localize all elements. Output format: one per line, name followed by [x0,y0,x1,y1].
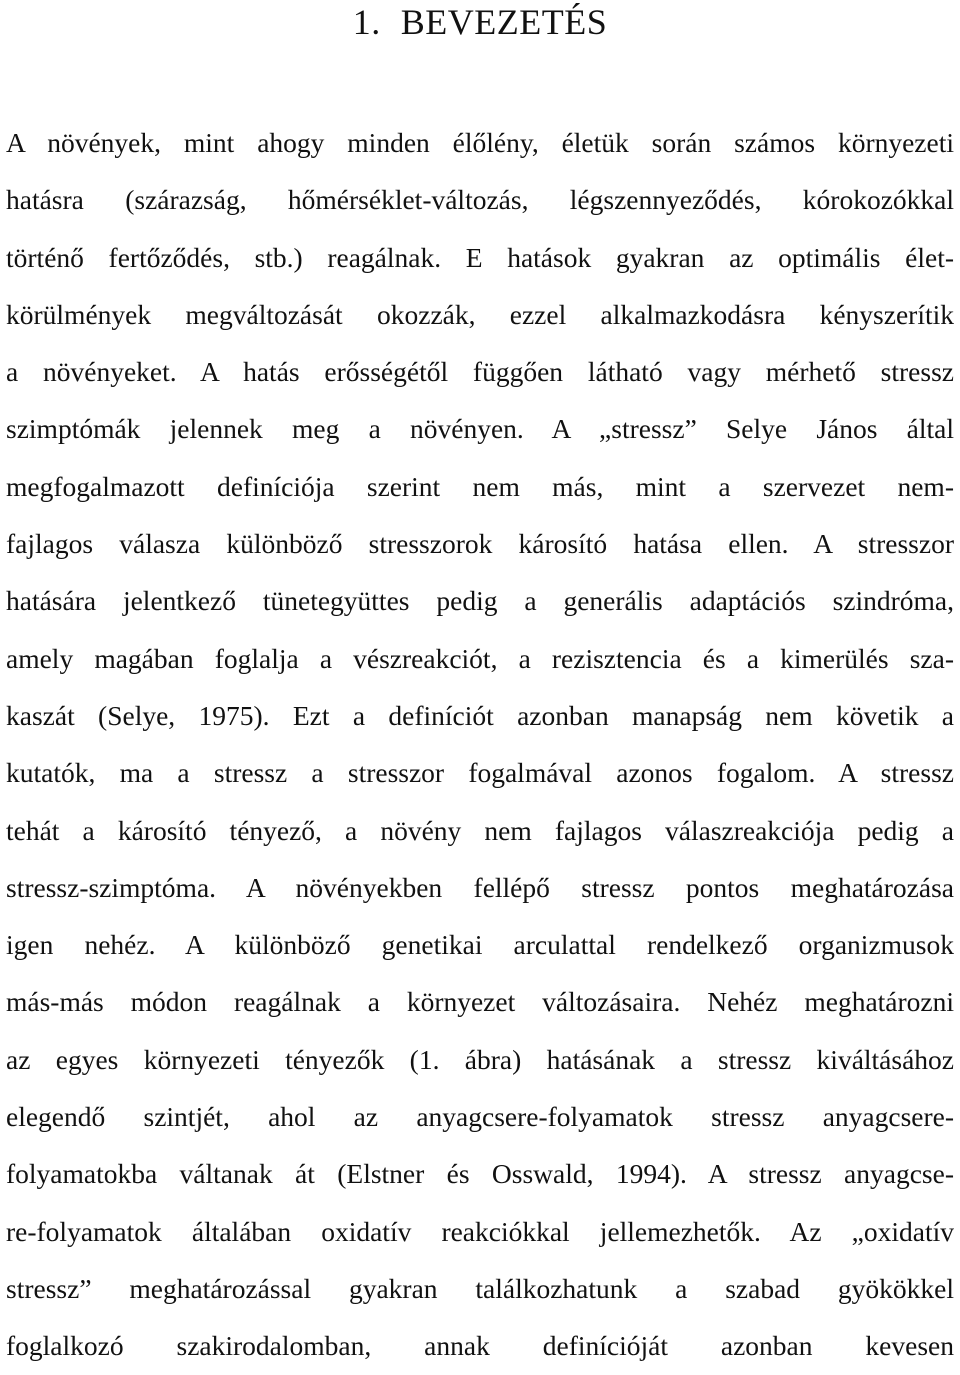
text-line: körülmények megváltozását okozzák, ezzel alkalmazkodásra kényszerítik [6,298,954,330]
text-line: fajlagos válasza különböző stresszorok károsító hatása ellen. A stresszor [6,528,954,560]
text-line: az egyes környezeti tényezők (1. ábra) hatásának a stressz kiváltásához [6,1043,954,1075]
text-line: stressz-szimptóma. A növényekben fellépő stressz pontos meghatározása [6,871,954,903]
text-line: folyamatokba váltanak át (Elstner és Osswald, 1994). A stressz anyagcse- [6,1158,954,1190]
chapter-heading [0,0,960,44]
text-line: igen nehéz. A különböző genetikai arculattal rendelkező organizmusok [6,929,954,961]
text-line: elegendő szintjét, ahol az anyagcsere-folyamatok stressz anyagcsere- [6,1101,954,1133]
chapter-number: 1. [352,2,381,42]
text-line: re-folyamatok általában oxidatív reakciókkal jellemezhetők. Az „oxidatív [6,1215,954,1247]
text-line: történő fertőződés, stb.) reagálnak. E hatások gyakran az optimális élet- [6,241,954,273]
text-line: kutatók, ma a stressz a stresszor fogalmával azonos fogalom. A stressz [6,757,954,789]
text-line: tehát a károsító tényező, a növény nem fajlagos válaszreakciója pedig a [6,814,954,846]
text-line: más-más módon reagálnak a környezet változásaira. Nehéz meghatározni [6,986,954,1018]
text-line: megfogalmazott definíciója szerint nem más, mint a szervezet nem- [6,470,954,502]
text-line: kaszát (Selye, 1975). Ezt a definíciót azonban manapság nem követik a [6,699,954,731]
text-line: amely magában foglalja a vészreakciót, a rezisztencia és a kimerülés sza- [6,642,954,674]
text-line: hatására jelentkező tünetegyüttes pedig a generális adaptációs szindróma, [6,585,954,617]
text-line: hatásra (szárazság, hőmérséklet-változás, légszennyeződés, kórokozókkal [6,184,954,216]
text-line: a növényeket. A hatás erősségétől függően látható vagy mérhető stressz [6,356,954,388]
body-paragraph [6,114,954,1375]
text-line: szimptómák jelennek meg a növényen. A „stressz” Selye János által [6,413,954,445]
text-line: foglalkozó szakirodalomban, annak definícióját azonban kevesen [6,1330,954,1362]
text-line: stressz” meghatározással gyakran találkozhatunk a szabad gyökökkel [6,1272,954,1304]
chapter-title: BEVEZETÉS [400,2,608,42]
text-line: A növények, mint ahogy minden élőlény, életük során számos környezeti [6,127,954,158]
